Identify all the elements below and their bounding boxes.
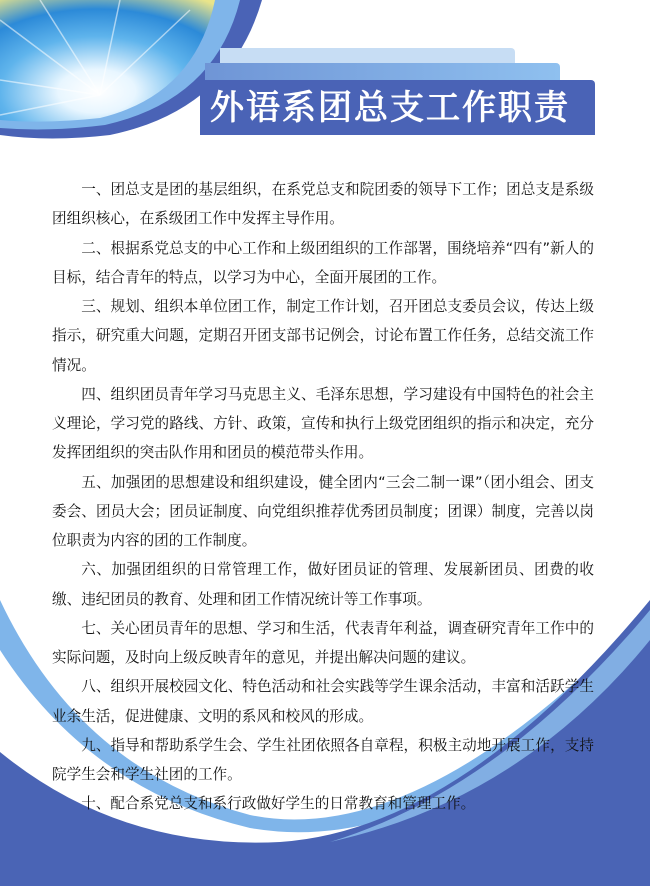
duty-paragraph: 十、配合系党总支和系行政做好学生的日常教育和管理工作。 xyxy=(81,795,476,813)
duties-list xyxy=(52,175,594,819)
banner-stripe-medium xyxy=(205,63,560,81)
duty-paragraph: 一、团总支是团的基层组织，在系党总支和院团委的领导下工作；团总支是系级团组织核心，在系级团工作中发挥主导作用。 xyxy=(52,181,594,228)
page-title: 外语系团总支工作职责 xyxy=(210,88,570,128)
duty-paragraph: 九、指导和帮助系学生会、学生社团依照各自章程，积极主动地开展工作，支持院学生会和学生社团的工作。 xyxy=(52,736,594,783)
duty-paragraph: 三、规划、组织本单位团工作，制定工作计划，召开团总支委员会议，传达上级指示，研究重大问题，定期召开团支部书记例会，讨论布置工作任务，总结交流工作情况。 xyxy=(52,298,594,374)
banner-stripe-light xyxy=(220,48,515,64)
duty-paragraph: 五、加强团的思想建设和组织建设，健全团内“三会二制一课”（团小组会、团支委会、团员大会；团员证制度、向党组织推荐优秀团员制度；团课）制度，完善以岗位职责为内容的团的工作制度。 xyxy=(52,473,594,549)
title-banner xyxy=(200,80,595,135)
duty-paragraph: 七、关心团员青年的思想、学习和生活，代表青年利益，调查研究青年工作中的实际问题，及时向上级反映青年的意见，并提出解决问题的建议。 xyxy=(52,619,594,666)
duty-paragraph: 二、根据系党总支的中心工作和上级团组织的工作部署，围绕培养“四有”新人的目标，结合青年的特点，以学习为中心，全面开展团的工作。 xyxy=(52,239,594,286)
duty-paragraph: 八、组织开展校园文化、特色活动和社会实践等学生课余活动，丰富和活跃学生业余生活，促进健康、文明的系风和校风的形成。 xyxy=(52,678,594,725)
duty-paragraph: 四、组织团员青年学习马克思主义、毛泽东思想，学习建设有中国特色的社会主义理论，学习党的路线、方针、政策，宣传和执行上级党团组织的指示和决定，充分发挥团组织的突击队作用和团员的模范带头作用。 xyxy=(52,385,594,462)
duty-paragraph: 六、加强团组织的日常管理工作，做好团员证的管理、发展新团员、团费的收缴、违纪团员的教育、处理和团工作情况统计等工作事项。 xyxy=(52,561,594,608)
